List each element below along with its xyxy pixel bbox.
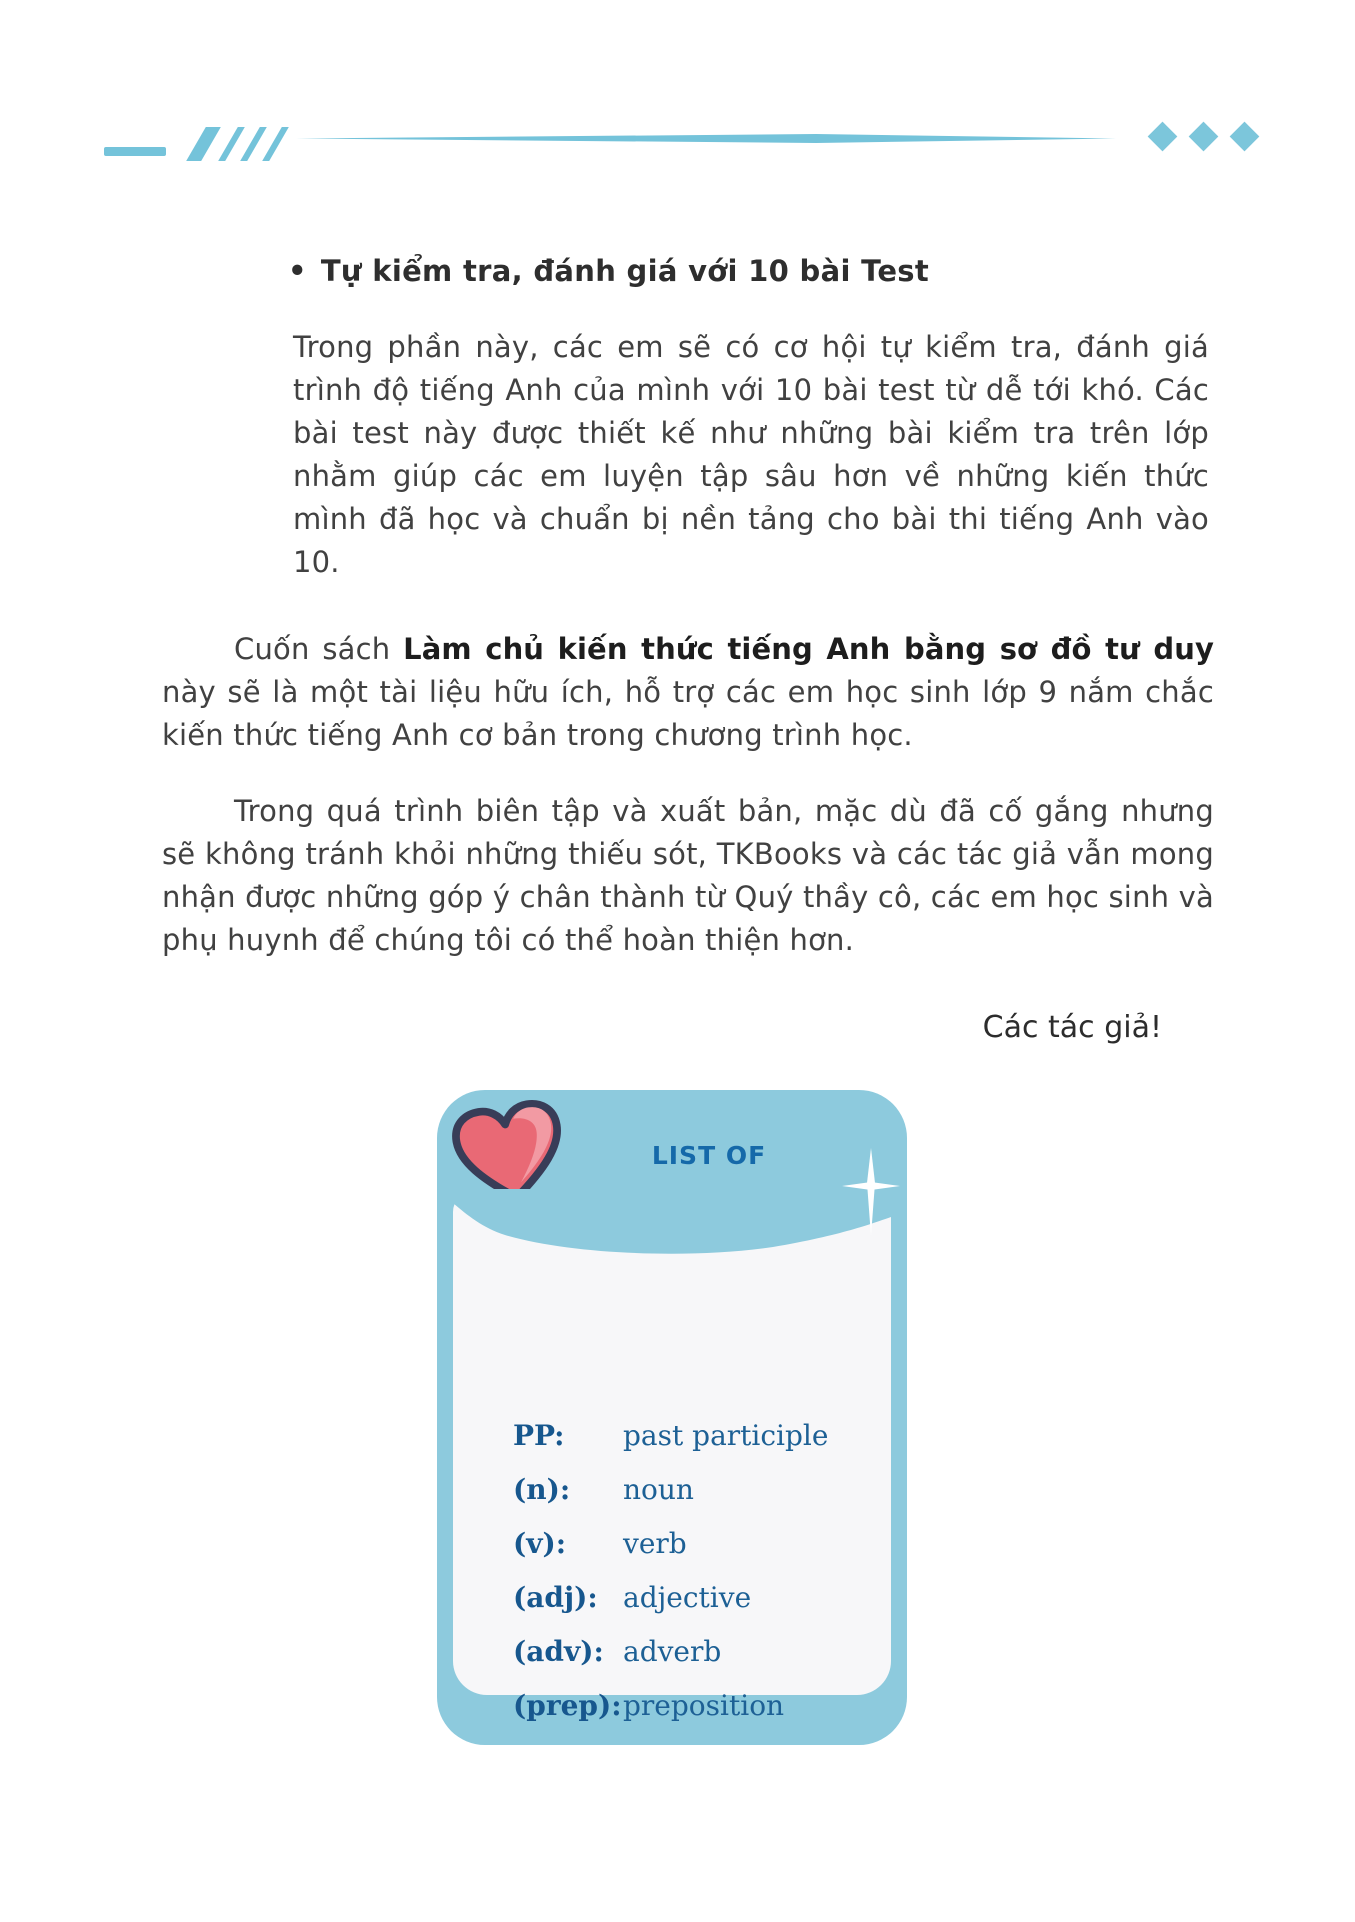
abbreviation-label: (adj):	[513, 1580, 598, 1614]
sparkle-icon	[842, 1148, 900, 1236]
abbreviation-label: (v):	[513, 1526, 567, 1560]
bullet-heading	[288, 254, 929, 288]
diamond-icon	[1148, 122, 1178, 152]
paragraph-editorial-note: Trong quá trình biên tập và xuất bản, mặc dù đã cố gắng nhưng sẽ không tránh khỏi những thiếu sót, TKBooks và các tác giả vẫn mong nhận được những góp ý chân thành từ Quý thầy cô, các em học sinh và phụ huynh để chúng tôi có thể hoàn thiện hơn.	[162, 794, 1214, 957]
slash-icon	[218, 127, 245, 161]
diamond-icon	[1189, 122, 1219, 152]
paragraph-self-test: Trong phần này, các em sẽ có cơ hội tự kiểm tra, đánh giá trình độ tiếng Anh của mình với 10 bài test từ dễ tới khó. Các bài test này được thiết kế như những bài kiểm tra trên lớp nhằm giúp các em luyện tập sâu hơn về những kiến thức mình đã học và chuẩn bị nền tảng cho bài thi tiếng Anh vào 10.	[293, 330, 1209, 579]
card-title-line1: LIST OF	[651, 1141, 767, 1170]
diamonds-decoration	[1152, 126, 1275, 147]
dash-icon	[104, 147, 166, 156]
authors-signature: Các tác giả!	[982, 1010, 1162, 1045]
abbreviation-meaning: noun	[623, 1472, 694, 1506]
slash-icon	[262, 127, 289, 161]
abbreviation-row	[513, 1408, 828, 1462]
abbreviations-list	[513, 1408, 828, 1732]
abbreviation-meaning: preposition	[623, 1688, 785, 1722]
slash-icon	[240, 127, 267, 161]
abbreviation-meaning: verb	[623, 1526, 687, 1560]
card-body	[453, 1190, 891, 1722]
abbreviation-row	[513, 1570, 828, 1624]
abbreviation-row	[513, 1678, 828, 1732]
diamond-icon	[1230, 122, 1260, 152]
abbreviation-label: PP:	[513, 1418, 565, 1452]
abbreviation-meaning: adverb	[623, 1634, 722, 1668]
paragraph-book-summary-prefix: Cuốn sách	[234, 632, 404, 666]
bullet-heading-text: Tự kiểm tra, đánh giá với 10 bài Test	[320, 254, 930, 288]
abbreviation-row	[513, 1516, 828, 1570]
book-title: Làm chủ kiến thức tiếng Anh bằng sơ đồ tư duy	[403, 632, 1214, 666]
abbreviation-row	[513, 1462, 828, 1516]
abbreviation-label: (prep):	[513, 1688, 622, 1722]
abbreviation-label: (n):	[513, 1472, 571, 1506]
abbreviations-card	[437, 1090, 907, 1745]
wave-decoration	[453, 1189, 891, 1261]
abbreviation-meaning: adjective	[623, 1580, 752, 1614]
paragraph-book-summary-suffix: này sẽ là một tài liệu hữu ích, hỗ trợ các em học sinh lớp 9 nắm chắc kiến thức tiếng Anh cơ bản trong chương trình học.	[162, 675, 1214, 752]
bullet-icon: •	[288, 254, 307, 288]
tapered-line-icon	[296, 133, 1116, 144]
slash-icon	[186, 127, 221, 161]
abbreviation-label: (adv):	[513, 1634, 604, 1668]
abbreviation-meaning: past participle	[623, 1418, 829, 1452]
abbreviation-row	[513, 1624, 828, 1678]
paragraph-book-summary	[162, 628, 1214, 757]
